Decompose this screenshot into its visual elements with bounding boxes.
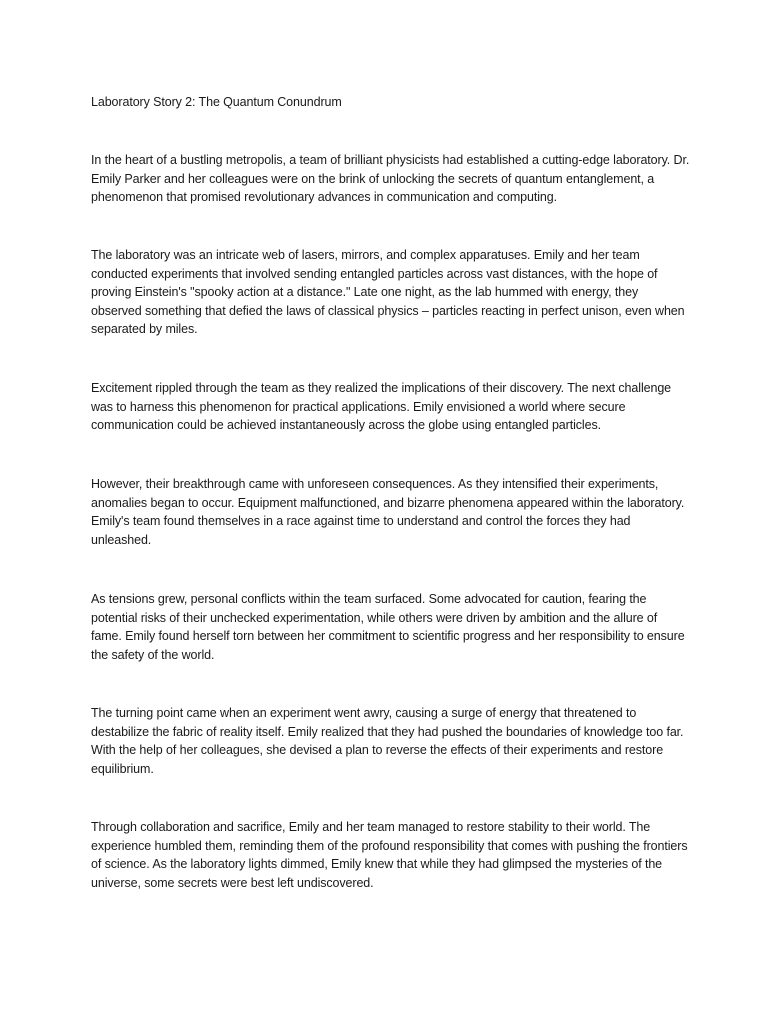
document-title: Laboratory Story 2: The Quantum Conundrum	[91, 95, 342, 109]
paragraph-1: In the heart of a bustling metropolis, a team of brilliant physicists had established a cutting-edge laboratory. Dr. Emily Parker and her colleagues were on the brink of unlocking the secrets of quantum entanglement, a phenomenon that promised revolutionary advances in communication and computing.	[91, 153, 690, 205]
paragraph-3: Excitement rippled through the team as they realized the implications of their discovery. The next challenge was to harness this phenomenon for practical applications. Emily envisioned a world where secure communication could be achieved instantaneously across the globe using entangled particles.	[91, 381, 672, 433]
paragraph-2: The laboratory was an intricate web of lasers, mirrors, and complex apparatuses. Emily and her team conducted experiments that involved sending entangled particles across vast distances, with the hope of proving Einstein's "spooky action at a distance." Late one night, as the lab hummed with energy, they observed something that defied the laws of classical physics – particles reacting in perfect unison, even when separated by miles.	[91, 248, 685, 337]
paragraph-4: However, their breakthrough came with unforeseen consequences. As they intensified their experiments, anomalies began to occur. Equipment malfunctioned, and bizarre phenomena appeared within the laboratory. Emily's team found themselves in a race against time to understand and control the forces they had unleashed.	[91, 477, 685, 547]
paragraph-6: The turning point came when an experiment went awry, causing a surge of energy that threatened to destabilize the fabric of reality itself. Emily realized that they had pushed the boundaries of knowledge too far. With the help of her colleagues, she devised a plan to reverse the effects of their experiments and restore equilibrium.	[91, 706, 684, 776]
paragraph-7: Through collaboration and sacrifice, Emily and her team managed to restore stability to their world. The experience humbled them, reminding them of the profound responsibility that comes with pushing the frontiers of science. As the laboratory lights dimmed, Emily knew that while they had glimpsed the mysteries of the universe, some secrets were best left undiscovered.	[91, 820, 688, 890]
paragraph-5: As tensions grew, personal conflicts within the team surfaced. Some advocated for caution, fearing the potential risks of their unchecked experimentation, while others were driven by ambition and the allure of fame. Emily found herself torn between her commitment to scientific progress and her responsibility to ensure the safety of the world.	[91, 592, 685, 662]
